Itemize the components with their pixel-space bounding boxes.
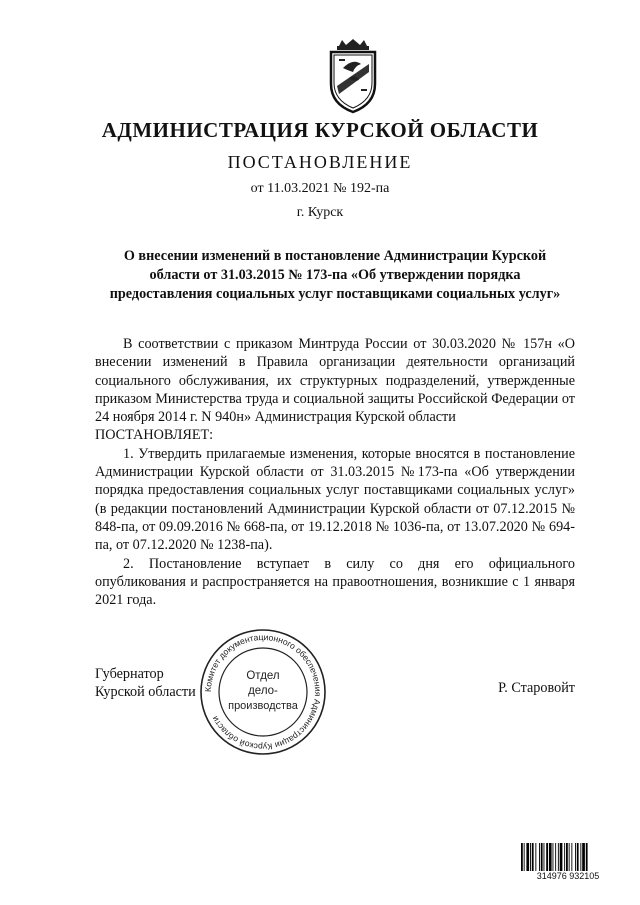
organization-title: АДМИНИСТРАЦИЯ КУРСКОЙ ОБЛАСТИ [101,118,539,142]
coat-of-arms-emblem [325,38,381,114]
stamp-inner-line: Отдел [246,670,280,682]
body-paragraph-item-2: 2. Постановление вступает в силу со дня его официального опубликования и распространяется на правоотношения, возникшие с 1 января 2021 года. [95,555,575,609]
document-body [95,335,575,609]
document-type: ПОСТАНОВЛЕНИЕ [227,152,413,172]
heading-line: предоставления социальных услуг поставщиками социальных услуг» [109,286,561,302]
barcode-number: 314976 932105 [520,871,616,881]
signatory-position-line: Губернатор [95,666,164,682]
stamp-inner-line: дело- [248,685,278,697]
office-stamp [198,627,328,757]
signatory-position-line: Курской области [95,684,196,700]
heading-line: области от 31.03.2015 № 173-па «Об утверждении порядка [149,267,521,283]
stamp-outer-text: Комитет документационного обеспечения Администрации Курской области [202,631,324,753]
document-heading [95,247,575,304]
body-paragraph-item-1: 1. Утвердить прилагаемые изменения, которые вносятся в постановление Администрации Курской области от 31.03.2015 №173-па «Об утверждении порядка предоставления социальных услуг поставщиками социальных услуг» (в редакции постановлений Администрации Курской области от 07.12.2015 № 848-па, от 09.09.2016 № 668-па, от 19.12.2018 № 1036-па, от 13.07.2020 № 694-па, от 07.12.2020 № 1238-па). [95,445,575,554]
stamp-inner-line: производства [228,700,298,712]
signatory-position [95,665,196,701]
document-date-number: от 11.03.2021 № 192-па [250,181,390,196]
document-city: г. Курск [296,205,344,220]
signatory-name: Р. Старовойт [498,680,575,696]
heading-line: О внесении изменений в постановление Администрации Курской [123,248,547,264]
body-resolves: ПОСТАНОВЛЯЕТ: [95,427,214,444]
body-paragraph-preamble: В соответствии с приказом Минтруда России от 30.03.2020 № 157н «О внесении изменений в Правила организации деятельности организаций социального обслуживания, их структурных подразделений, утвержденные приказом Министерства труда и социальной защиты Российской Федерации от 24 ноября 2014 г. N 940н» Администрация Курской области [95,336,575,426]
